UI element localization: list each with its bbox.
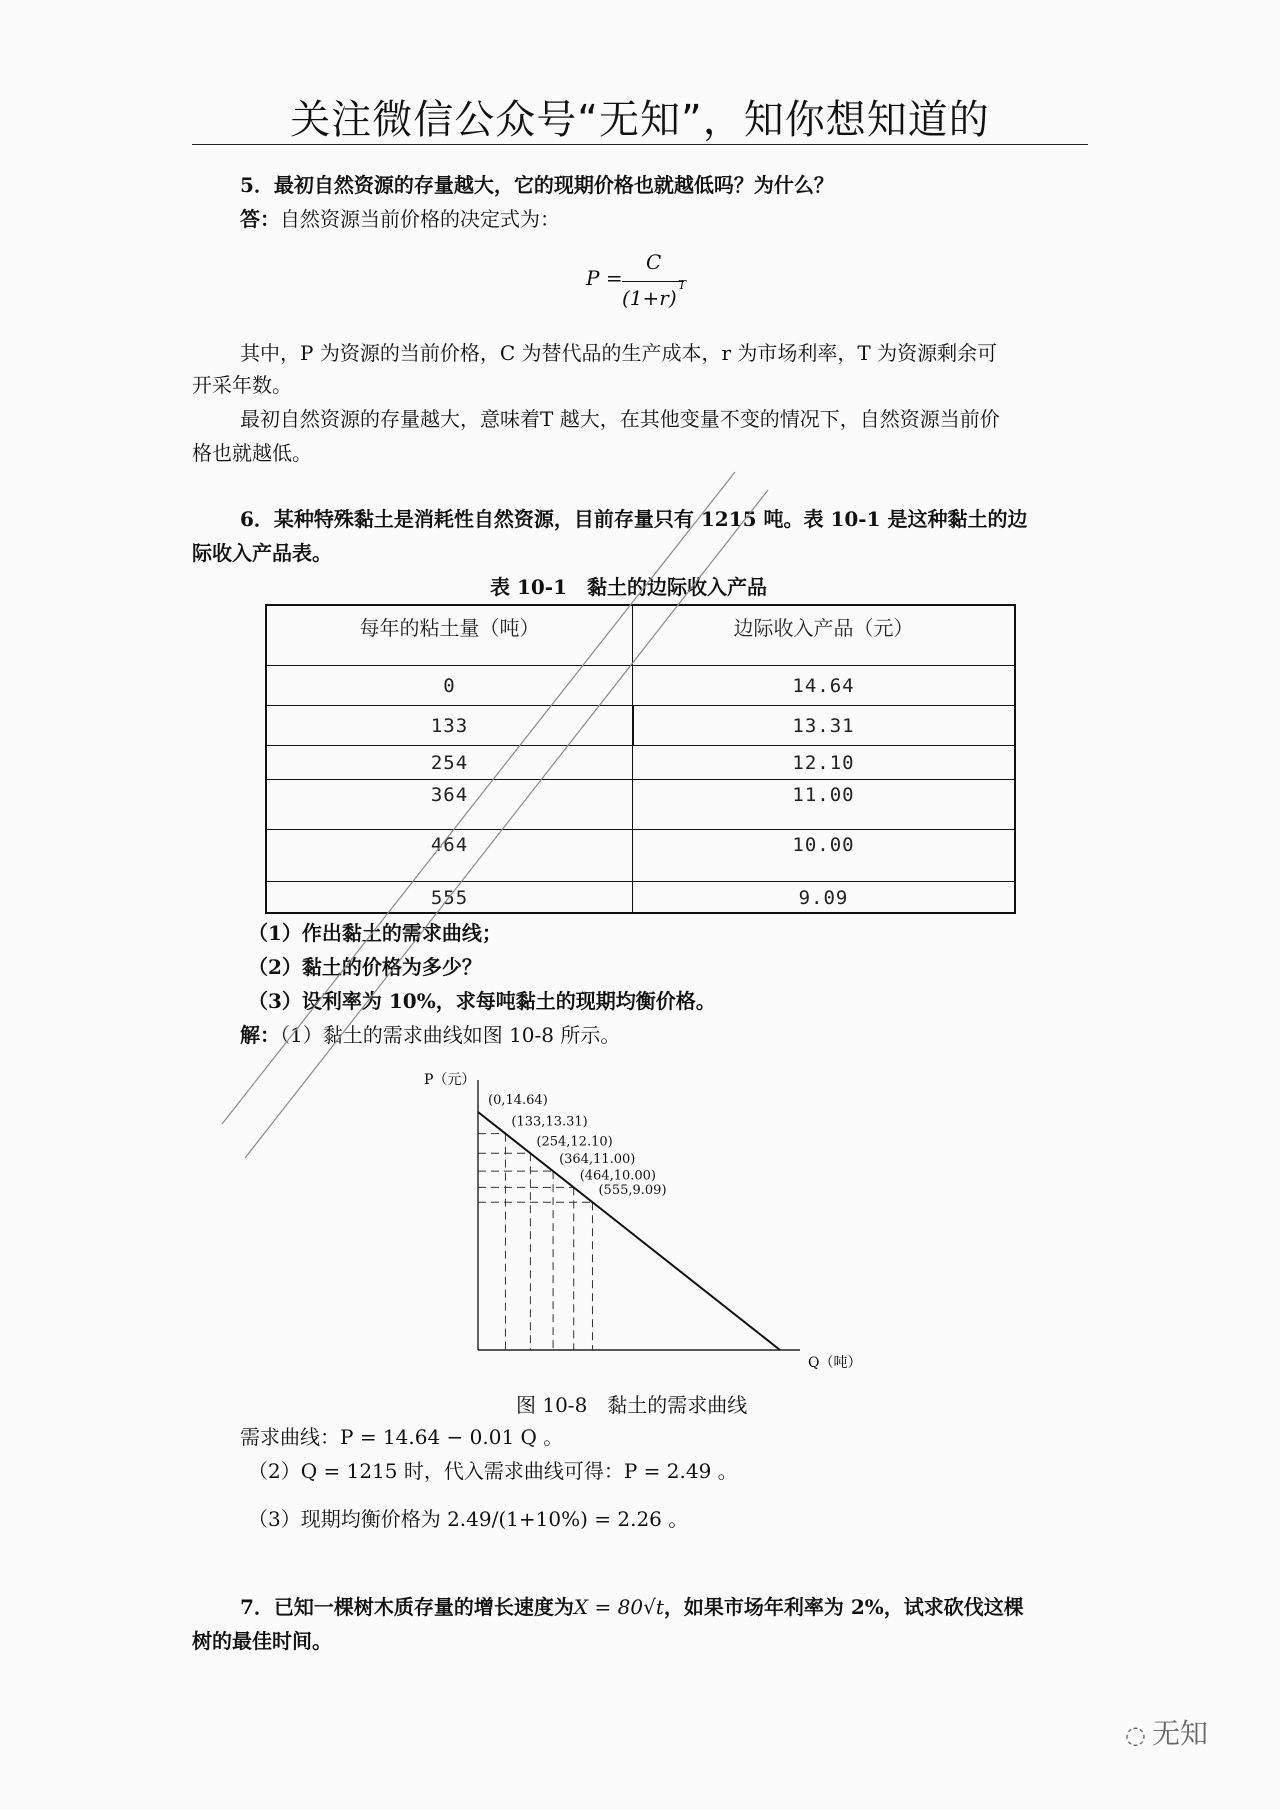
answer-3: （3）现期均衡价格为 2.49/(1+10%) = 2.26 。 — [248, 1507, 689, 1531]
point-label: (0,14.64) — [488, 1093, 548, 1108]
table-cell-mrp: 13.31 — [792, 714, 855, 737]
q6-sub3: （3）设利率为 10%，求每吨黏土的现期均衡价格。 — [248, 989, 716, 1013]
table-cell-quantity: 254 — [267, 746, 633, 779]
table-cell-quantity: 555 — [267, 882, 633, 914]
table-cell-mrp: 9.09 — [798, 887, 849, 909]
point-label: (555,9.09) — [598, 1183, 667, 1199]
point-label: (133,13.31) — [511, 1114, 588, 1130]
q7-growth-formula: X = 80√t — [573, 1595, 664, 1619]
solution-label: 解： — [240, 1023, 280, 1047]
point-label: (464,10.00) — [579, 1168, 657, 1184]
wechat-watermark — [1125, 1712, 1208, 1752]
q5-explain-line1: 其中，P 为资源的当前价格，C 为替代品的生产成本，r 为市场利率，T 为资源剩余可 — [240, 341, 998, 365]
table-header-quantity: 每年的粘土量（吨） — [267, 606, 633, 665]
page-header-title: 关注微信公众号“无知”，知你想知道的 — [290, 97, 990, 143]
table-cell-mrp: 11.00 — [792, 784, 855, 806]
figure-caption: 图 10-8 黏土的需求曲线 — [516, 1393, 748, 1417]
q6-sub2: （2）黏土的价格为多少？ — [248, 955, 482, 979]
q7-question-line2: 树的最佳时间。 — [192, 1629, 332, 1653]
q5-question: 5．最初自然资源的存量越大，它的现期价格也就越低吗？为什么？ — [240, 173, 834, 197]
wechat-icon: ◌ — [1125, 1721, 1146, 1749]
table-cell-mrp: 14.64 — [792, 674, 855, 697]
table-header-mrp: 边际收入产品（元） — [733, 616, 914, 640]
table-cell-quantity: 464 — [267, 830, 633, 881]
y-axis-label: P（元） — [424, 1072, 476, 1088]
formula-exponent: T — [678, 278, 687, 292]
formula-numerator: C — [646, 250, 662, 274]
table-cell-mrp: 10.00 — [792, 834, 855, 856]
x-axis-label: Q（吨） — [808, 1355, 862, 1371]
q6-question-line2: 际收入产品表。 — [192, 541, 332, 565]
q7-text-b: ，如果市场年利率为 2%，试求砍伐这棵 — [663, 1595, 1024, 1619]
scan-line — [245, 490, 768, 1158]
q6-sub1: （1）作出黏土的需求曲线； — [248, 921, 502, 945]
q7-text-a: 7．已知一棵树木质存量的增长速度为 — [240, 1595, 574, 1619]
point-label: (254,12.10) — [536, 1134, 613, 1150]
solution-intro-text: （1）黏土的需求曲线如图 10-8 所示。 — [280, 1023, 621, 1047]
q5-explain-line2: 开采年数。 — [192, 373, 292, 397]
table-cell-quantity: 0 — [267, 666, 633, 705]
answer-2: （2）Q = 1215 时，代入需求曲线可得：P = 2.49 。 — [248, 1459, 738, 1483]
watermark-brand: 无知 — [1151, 1717, 1208, 1750]
scan-line — [222, 472, 735, 1124]
answer-label: 答： — [240, 207, 280, 231]
demand-curve-equation: 需求曲线：P = 14.64 − 0.01 Q 。 — [240, 1425, 564, 1449]
table-title: 表 10-1 黏土的边际收入产品 — [490, 575, 768, 599]
table-cell-quantity: 364 — [267, 780, 633, 829]
q5-conclusion-line1: 最初自然资源的存量越大，意味着T 越大，在其他变量不变的情况下，自然资源当前价 — [240, 407, 1000, 431]
table-cell-quantity: 133 — [267, 706, 633, 745]
q5-conclusion-line2: 格也就越低。 — [192, 441, 312, 465]
q6-question-line1: 6．某种特殊黏土是消耗性自然资源，目前存量只有 1215 吨。表 10-1 是这种黏土的边 — [240, 507, 1028, 531]
formula-lhs: P = — [586, 266, 623, 290]
answer-intro-text: 自然资源当前价格的决定式为： — [280, 207, 560, 231]
table-cell-mrp: 12.10 — [792, 751, 855, 774]
formula-denominator: (1+r) — [622, 286, 677, 310]
point-label: (364,11.00) — [559, 1152, 636, 1168]
